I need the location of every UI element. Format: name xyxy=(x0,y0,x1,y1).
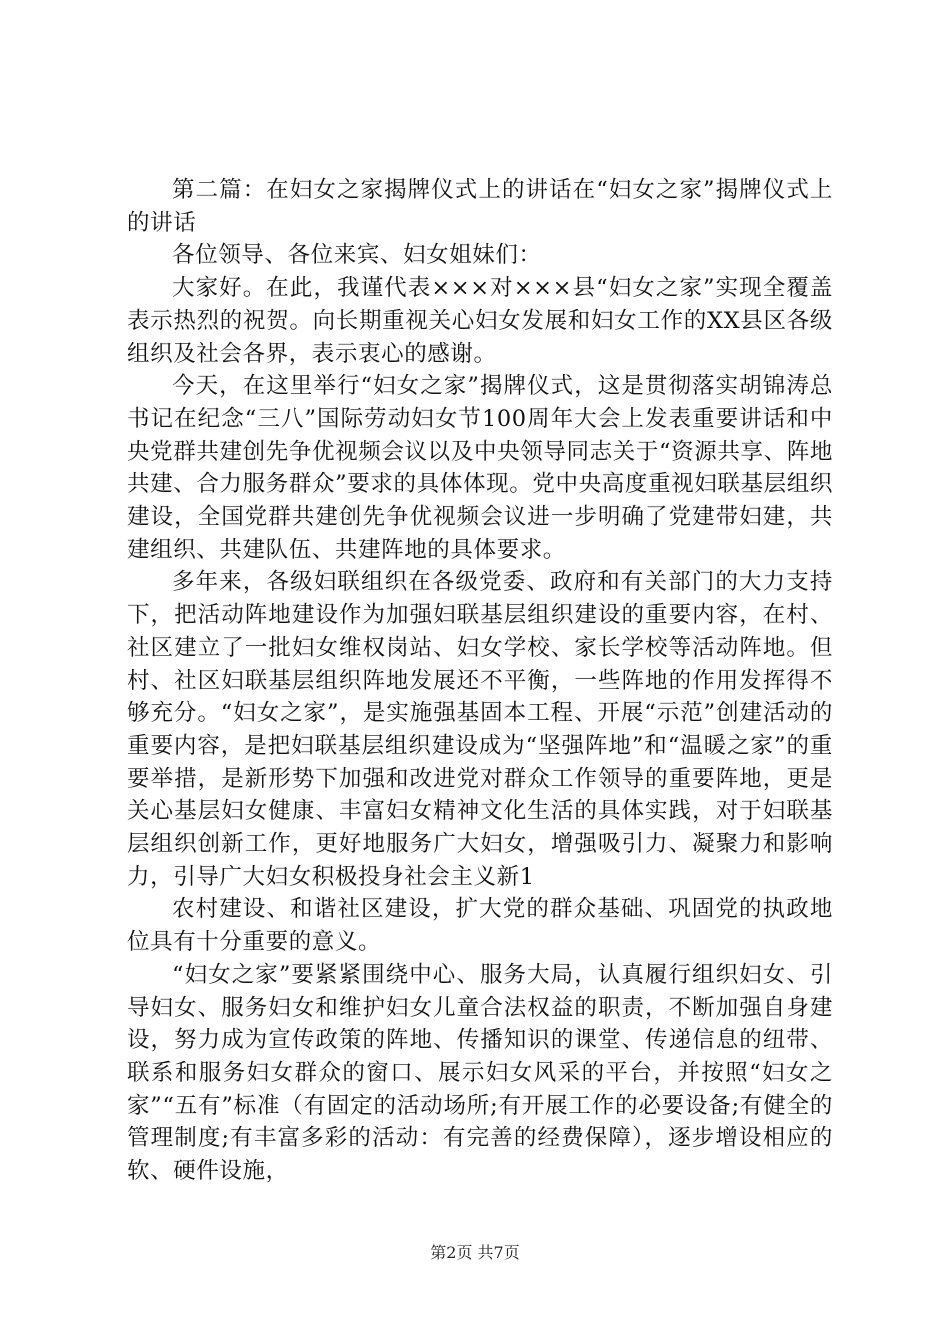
paragraph-salutation: 各位领导、各位来宾、妇女姐妹们： xyxy=(172,242,542,269)
page-number-footer: 第2页 共7页 xyxy=(430,1243,520,1262)
paragraph-greeting: 大家好。在此，我谨代表×××对×××县“妇女之家”实现全覆盖表示热烈的祝贺。向长期重视关心妇女发展和妇女工作的XX县区各级组织及社会各界，表示衷心的感谢。 xyxy=(127,275,833,367)
paragraph-title: 第二篇：在妇女之家揭牌仪式上的讲话在“妇女之家”揭牌仪式上的讲话 xyxy=(127,177,833,236)
document-body xyxy=(127,174,833,1188)
paragraph-rural: 农村建设、和谐社区建设，扩大党的群众基础、巩固党的执政地位具有十分重要的意义。 xyxy=(127,896,833,956)
paragraph-years: 多年来，各级妇联组织在各级党委、政府和有关部门的大力支持下，把活动阵地建设作为加强妇联基层组织建设的重要内容，在村、社区建立了一批妇女维权岗站、妇女学校、家长学校等活动阵地。但村、社区妇联基层组织阵地发展还不平衡，一些阵地的作用发挥得不够充分。“妇女之家”，是实施强基固本工程、开展“示范”创建活动的重要内容，是把妇联基层组织建设成为“坚强阵地”和“温暖之家”的重要举措，是新形势下加强和改进党对群众工作领导的重要阵地，更是关心基层妇女健康、丰富妇女精神文化生活的具体实践，对于妇联基层组织创新工作，更好地服务广大妇女，增强吸引力、凝聚力和影响力，引导广大妇女积极投身社会主义新1 xyxy=(127,569,833,890)
paragraph-women-home: “妇女之家”要紧紧围绕中心、服务大局，认真履行组织妇女、引导妇女、服务妇女和维护妇女儿童合法权益的职责，不断加强自身建设，努力成为宣传政策的阵地、传播知识的课堂、传递信息的纽带、联系和服务妇女群众的窗口、展示妇女风采的平台，并按照“妇女之家”“五有”标准（有固定的活动场所;有开展工作的必要设备;有健全的管理制度;有丰富多彩的活动：有完善的经费保障），逐步增设相应的软、硬件设施， xyxy=(127,961,833,1185)
paragraph-today: 今天，在这里举行“妇女之家”揭牌仪式，这是贯彻落实胡锦涛总书记在纪念“三八”国际劳动妇女节100周年大会上发表重要讲话和中央党群共建创先争优视频会议以及中央领导同志关于“资源共享、阵地共建、合力服务群众”要求的具体体现。党中央高度重视妇联基层组织建设，全国党群共建创先争优视频会议进一步明确了党建带妇建，共建组织、共建队伍、共建阵地的具体要求。 xyxy=(127,373,833,563)
